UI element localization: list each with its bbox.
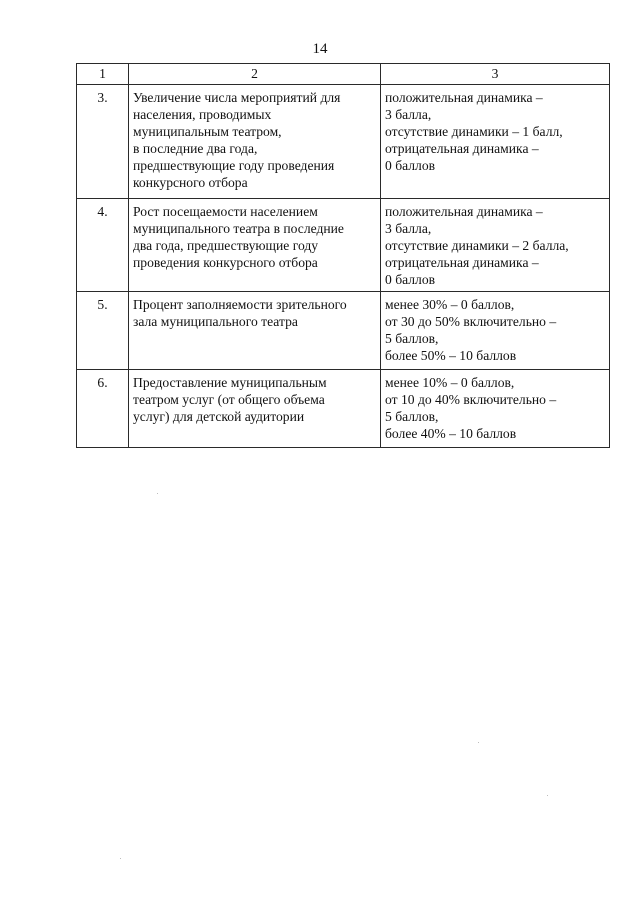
criterion-line: Предоставление муниципальным bbox=[133, 375, 327, 390]
row-number: 6. bbox=[77, 370, 129, 448]
criterion-line: Процент заполняемости зрительного bbox=[133, 297, 347, 312]
score-line: 0 баллов bbox=[385, 158, 436, 173]
row-number: 3. bbox=[77, 85, 129, 199]
scan-speck bbox=[547, 795, 548, 796]
score-line: 3 балла, bbox=[385, 221, 432, 236]
column-header-1: 1 bbox=[77, 64, 129, 85]
table-row bbox=[77, 292, 610, 370]
criterion-line: услуг) для детской аудитории bbox=[133, 409, 305, 424]
criterion-line: предшествующие году проведения bbox=[133, 158, 335, 173]
score-line: отрицательная динамика – bbox=[385, 141, 539, 156]
criterion-line: муниципальным театром, bbox=[133, 124, 282, 139]
score-line: отсутствие динамики – 1 балл, bbox=[385, 124, 563, 139]
table-row bbox=[77, 370, 610, 448]
score-cell bbox=[381, 292, 610, 370]
row-number: 4. bbox=[77, 199, 129, 292]
score-cell bbox=[381, 370, 610, 448]
criterion-line: конкурсного отбора bbox=[133, 175, 248, 190]
page-number: 14 bbox=[312, 41, 328, 57]
criterion-cell bbox=[129, 85, 381, 199]
score-line: положительная динамика – bbox=[385, 90, 543, 105]
column-header-2: 2 bbox=[129, 64, 381, 85]
scan-speck bbox=[478, 742, 479, 743]
score-line: более 40% – 10 баллов bbox=[385, 426, 517, 441]
score-line: 3 балла, bbox=[385, 107, 432, 122]
criterion-line: Рост посещаемости населением bbox=[133, 204, 318, 219]
score-line: 5 баллов, bbox=[385, 331, 439, 346]
score-line: 5 баллов, bbox=[385, 409, 439, 424]
criterion-cell bbox=[129, 292, 381, 370]
criterion-line: муниципального театра в последние bbox=[133, 221, 344, 236]
score-cell bbox=[381, 199, 610, 292]
table-row bbox=[77, 199, 610, 292]
score-cell bbox=[381, 85, 610, 199]
criterion-cell bbox=[129, 370, 381, 448]
criteria-table bbox=[76, 63, 610, 448]
score-line: от 10 до 40% включительно – bbox=[385, 392, 557, 407]
table-row bbox=[77, 85, 610, 199]
criterion-line: Увеличение числа мероприятий для bbox=[133, 90, 341, 105]
column-header-3: 3 bbox=[381, 64, 610, 85]
score-line: положительная динамика – bbox=[385, 204, 543, 219]
table-header-row bbox=[77, 64, 610, 85]
criterion-line: в последние два года, bbox=[133, 141, 258, 156]
score-line: отрицательная динамика – bbox=[385, 255, 539, 270]
criterion-line: населения, проводимых bbox=[133, 107, 272, 122]
score-line: менее 10% – 0 баллов, bbox=[385, 375, 515, 390]
scan-speck bbox=[157, 493, 158, 494]
scan-speck bbox=[120, 858, 121, 859]
criterion-cell bbox=[129, 199, 381, 292]
score-line: от 30 до 50% включительно – bbox=[385, 314, 557, 329]
score-line: менее 30% – 0 баллов, bbox=[385, 297, 515, 312]
row-number: 5. bbox=[77, 292, 129, 370]
criterion-line: зала муниципального театра bbox=[133, 314, 298, 329]
score-line: 0 баллов bbox=[385, 272, 436, 287]
criterion-line: два года, предшествующие году bbox=[133, 238, 319, 253]
criterion-line: проведения конкурсного отбора bbox=[133, 255, 318, 270]
score-line: отсутствие динамики – 2 балла, bbox=[385, 238, 569, 253]
criterion-line: театром услуг (от общего объема bbox=[133, 392, 325, 407]
score-line: более 50% – 10 баллов bbox=[385, 348, 517, 363]
